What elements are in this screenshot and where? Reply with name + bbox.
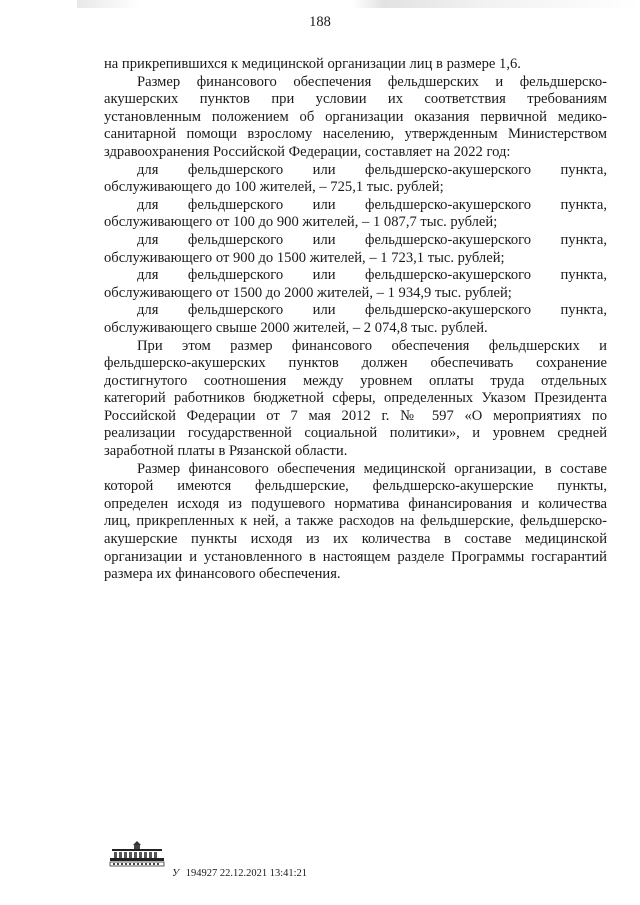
text-line: которой имеются фельдшерские, фельдшерско-акушерские пункты, — [104, 478, 607, 495]
text-line: обслуживающего до 100 жителей, – 725,1 тыс. рублей; — [104, 179, 444, 196]
text-line: установленным положением об организации оказания первичной медико- — [104, 108, 607, 125]
text-line: реализации государственной социальной политики», и уровнем средней — [104, 425, 607, 442]
text-line: обслуживающего от 900 до 1500 жителей, – 1 723,1 тыс. рублей; — [104, 249, 505, 266]
signature-mark: У — [172, 868, 180, 879]
document-body — [104, 56, 607, 584]
page-number: 188 — [309, 14, 331, 30]
text-line: Российской Федерации от 7 мая 2012 г. № 597 «О мероприятиях по — [104, 407, 607, 424]
text-line: для фельдшерского или фельдшерско-акушерского пункта, — [137, 231, 607, 248]
text-line: достигнутого соотношения между уровнем оплаты труда отдельных — [104, 372, 607, 389]
text-line: для фельдшерского или фельдшерско-акушерского пункта, — [137, 302, 607, 319]
text-line: здравоохранения Российской Федерации, составляет на 2022 год: — [104, 143, 511, 160]
text-line: для фельдшерского или фельдшерско-акушерского пункта, — [137, 161, 607, 178]
text-line: обслуживающего от 1500 до 2000 жителей, – 1 934,9 тыс. рублей; — [104, 284, 512, 301]
text-line: санитарной помощи взрослому населению, утвержденным Министерством — [104, 126, 607, 143]
text-line: заработной платы в Рязанской области. — [104, 443, 348, 460]
text-line: для фельдшерского или фельдшерско-акушерского пункта, — [137, 267, 607, 284]
text-line: для фельдшерского или фельдшерско-акушерского пункта, — [137, 196, 607, 213]
registration-stamp — [108, 840, 166, 868]
text-line: обслуживающего от 100 до 900 жителей, – 1 087,7 тыс. рублей; — [104, 214, 498, 231]
text-line: При этом размер финансового обеспечения фельдшерских и — [137, 337, 607, 354]
text-line: Размер финансового обеспечения фельдшерских и фельдшерско- — [137, 73, 607, 90]
text-line: фельдшерско-акушерских пунктов должен обеспечивать сохранение — [104, 355, 607, 372]
text-line: размера их финансового обеспечения. — [104, 566, 341, 583]
text-line: определен исходя из подушевого норматива финансирования и количества — [104, 495, 607, 512]
text-line: на прикрепившихся к медицинской организации лиц в размере 1,6. — [104, 56, 521, 72]
record-number-datetime: 194927 22.12.2021 13:41:21 — [185, 868, 308, 879]
text-line: акушерских пунктов при условии их соответствия требованиям — [104, 91, 607, 108]
text-line: категорий работников бюджетной сферы, определенных Указом Президента — [104, 390, 607, 407]
text-line: обслуживающего свыше 2000 жителей, – 2 074,8 тыс. рублей. — [104, 319, 488, 336]
scan-edge — [0, 0, 640, 8]
text-line: лиц, прикрепленных к ней, а также расходов на фельдшерские, фельдшерско- — [104, 513, 607, 530]
registration-record — [172, 868, 307, 879]
text-line: Размер финансового обеспечения медицинской организации, в составе — [137, 460, 607, 477]
text-line: организации и установленного в настоящем разделе Программы госгарантий — [104, 548, 607, 565]
text-line: акушерские пункты исходя из их количества в составе медицинской — [104, 531, 607, 548]
